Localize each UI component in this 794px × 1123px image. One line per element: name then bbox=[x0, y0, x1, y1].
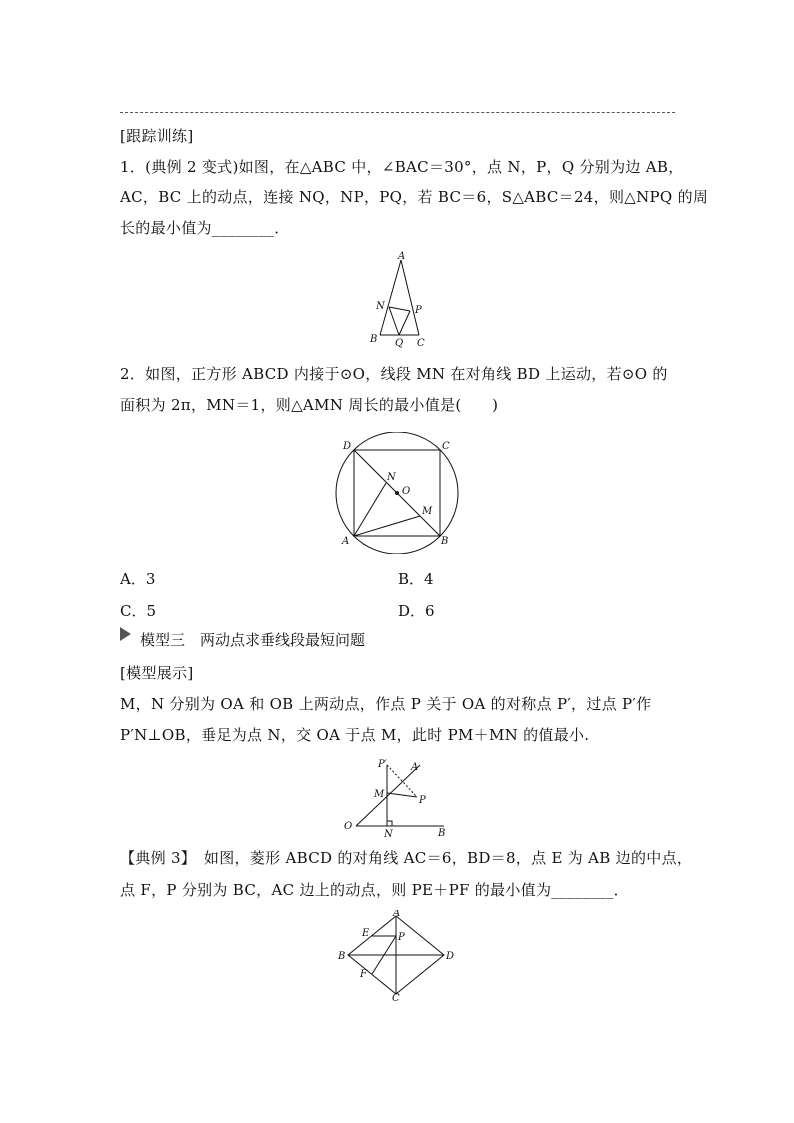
model3-line-2: P′N⊥OB，垂足为点 N，交 OA 于点 M，此时 PM＋MN 的值最小. bbox=[120, 726, 590, 744]
example3-rhombus-figure bbox=[334, 910, 460, 1002]
q1-line-2: AC，BC 上的动点，连接 NQ，NP，PQ，若 BC＝6，S△ABC＝24，则△NPQ 的周 bbox=[120, 188, 709, 206]
option-a: A．3 bbox=[120, 570, 156, 588]
label-b: B bbox=[441, 536, 449, 547]
label-p-prime: P′ bbox=[378, 759, 387, 770]
label-d: D bbox=[446, 951, 455, 962]
tracking-title: [跟踪训练] bbox=[120, 127, 194, 145]
label-p: P bbox=[398, 932, 405, 943]
example3-line-2: 点 F，P 分别为 BC，AC 边上的动点，则 PE＋PF 的最小值为________． bbox=[120, 881, 629, 899]
label-p: P bbox=[419, 795, 426, 806]
label-m: M bbox=[422, 506, 433, 517]
segment-mp bbox=[387, 793, 417, 797]
label-b: B bbox=[370, 334, 378, 345]
option-d: D．6 bbox=[398, 602, 435, 620]
example3-line-1: 【典例 3】 如图，菱形 ABCD 的对角线 AC＝6，BD＝8，点 E 为 AB 边的中点， bbox=[120, 849, 693, 867]
label-c: C bbox=[417, 338, 425, 348]
label-b: B bbox=[438, 828, 446, 837]
model3-figure bbox=[340, 755, 452, 837]
label-b: B bbox=[338, 951, 346, 962]
label-c: C bbox=[442, 441, 450, 452]
option-b: B．4 bbox=[398, 570, 434, 588]
label-o: O bbox=[402, 486, 411, 497]
label-e: E bbox=[362, 928, 370, 939]
segment-nq bbox=[389, 307, 399, 335]
model3-line-1: M，N 分别为 OA 和 OB 上两动点，作点 P 关于 OA 的对称点 P′，过点 P′作 bbox=[120, 695, 652, 713]
side-ab bbox=[380, 260, 401, 335]
label-n: N bbox=[376, 301, 385, 312]
q2-line-1: 2．如图，正方形 ABCD 内接于⊙O，线段 MN 在对角线 BD 上运动，若⊙O 的 bbox=[120, 365, 668, 383]
q2-circle-square-figure bbox=[330, 432, 466, 554]
q1-line-1: 1．(典例 2 变式)如图，在△ABC 中，∠BAC＝30°，点 N，P，Q 分别为边 AB， bbox=[120, 158, 684, 176]
label-n: N bbox=[387, 472, 396, 483]
center-o-dot bbox=[395, 491, 399, 495]
dashed-separator bbox=[120, 112, 675, 113]
label-m: M bbox=[374, 789, 385, 800]
ray-oa bbox=[356, 765, 420, 826]
segment-pq bbox=[399, 311, 410, 335]
option-c: C．5 bbox=[120, 602, 157, 620]
label-o: O bbox=[344, 821, 353, 832]
label-a: A bbox=[398, 251, 406, 262]
q2-line-2: 面积为 2π，MN＝1，则△AMN 周长的最小值是( ) bbox=[120, 396, 499, 414]
section-marker-icon bbox=[120, 627, 131, 641]
label-a: A bbox=[393, 910, 401, 919]
label-q: Q bbox=[395, 338, 404, 348]
q1-line-3: 长的最小值为________． bbox=[120, 219, 290, 237]
q1-triangle-figure bbox=[365, 250, 435, 348]
model3-heading: 模型三 两动点求垂线段最短问题 bbox=[140, 631, 366, 649]
model3-subtitle: [模型展示] bbox=[120, 664, 194, 682]
label-f: F bbox=[360, 969, 367, 980]
label-n: N bbox=[384, 829, 393, 837]
label-a: A bbox=[411, 762, 419, 773]
segment-np bbox=[389, 307, 410, 311]
label-a: A bbox=[342, 536, 350, 547]
label-c: C bbox=[392, 993, 400, 1002]
right-angle-mark bbox=[387, 821, 392, 826]
label-d: D bbox=[343, 441, 352, 452]
label-p: P bbox=[415, 305, 422, 316]
